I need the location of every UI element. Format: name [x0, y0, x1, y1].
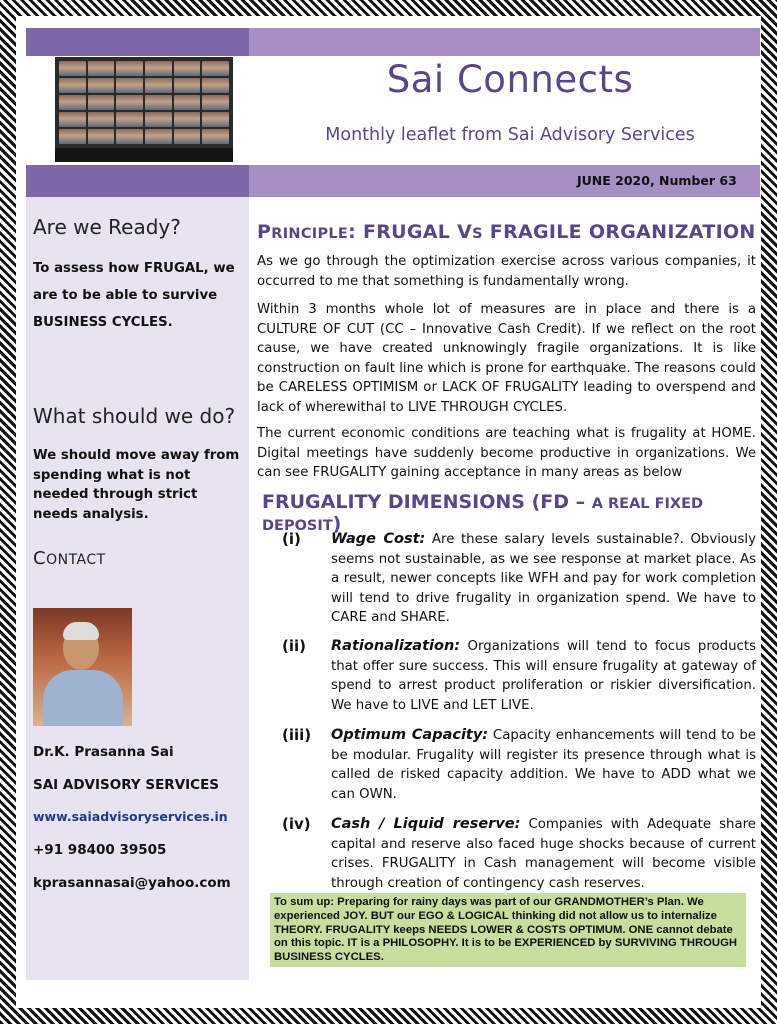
conditions-paragraph: The current economic conditions are teaching what is frugality at HOME. Digital meetings have suddenly become productive in organizations. We can see FRUGALITY gaining acceptance in many areas as below [257, 426, 756, 480]
sidebar-text-todo: We should move away from spending what is not needed through strict needs analysis. [33, 448, 240, 522]
contact-heading: CONTACT [33, 548, 106, 569]
company-name: SAI ADVISORY SERVICES [33, 777, 220, 793]
sidebar-heading-todo: What should we do? [33, 404, 236, 428]
sidebar-text-ready: To assess how FRUGAL, we are to be able to survive BUSINESS CYCLES. [33, 261, 235, 330]
author-name: Dr.K. Prasanna Sai [33, 744, 174, 760]
list-item: (iii) Optimum Capacity: Capacity enhancements will tend to be be modular. Frugality will register its presence through what is called de risked capacity addition. We have to ADD what we can OWN. [282, 726, 756, 802]
cause-paragraph: Within 3 months whole lot of measures are in place and there is a CULTURE OF CUT (CC – Innovative Cash Credit). If we reflect on the root cause, we have created unknowingly fragile organizations. It is like construction on fault line which is prone for earthquake. The reasons could be CARELESS OPTIMISM or LACK OF FRUGALITY leading to overspend and lack of wherewithal to LIVE THROUGH CYCLES. [257, 302, 756, 415]
principle-heading: PRINCIPLE: FRUGAL VS FRAGILE ORGANIZATION [257, 221, 756, 243]
summary-box: To sum up: Preparing for rainy days was part of our GRANDMOTHER’s Plan. We experienced JOY. BUT our EGO & LOGICAL thinking did not allow us to internalize THEORY. FRUGALITY keeps NEEDS LOWER & COSTS OPTIMUM. ONE cannot debate on this topic. IT is a PHILOSOPHY. It is to be EXPERIENCED by SURVIVING THROUGH BUSINESS CYCLES. [270, 893, 746, 967]
phone-number: +91 98400 39505 [33, 842, 167, 858]
newsletter-title: Sai Connects [386, 58, 634, 101]
website-link[interactable]: www.saiadvisoryservices.in [33, 809, 228, 824]
email-address[interactable]: kprasannasai@yahoo.com [33, 875, 231, 891]
sidebar-heading-ready: Are we Ready? [33, 215, 181, 239]
author-portrait [33, 608, 132, 726]
issue-label: JUNE 2020, Number 63 [577, 173, 737, 188]
newsletter-subtitle: Monthly leaflet from Sai Advisory Services [325, 125, 695, 145]
list-item: (i) Wage Cost: Are these salary levels sustainable?. Obviously seems not sustainable, as we see response at market place. As a result, newer concepts like WFH and pay for work completion will tend to drive frugality in organization spend. We have to CARE and SHARE. [282, 530, 756, 625]
fd-heading: FRUGALITY DIMENSIONS (FD – A REAL FIXED DEPOSIT) [262, 491, 704, 535]
intro-paragraph: As we go through the optimization exercise across various companies, it occurred to me that something is fundamentally wrong. [257, 254, 756, 289]
list-item: (ii) Rationalization: Organizations will tend to focus products that offer sure success. This will ensure frugality at gateway of spend to arrest product proliferation or riskier diversification. We have to LIVE and LET LIVE. [282, 637, 756, 713]
video-meeting-photo [55, 57, 233, 162]
list-item: (iv) Cash / Liquid reserve: Companies with Adequate share capital and reserve also faced huge shocks because of current crises. FRUGALITY in Cash management will become visible through creation of contingency cash reserves. [282, 815, 756, 891]
top-band [26, 28, 760, 56]
